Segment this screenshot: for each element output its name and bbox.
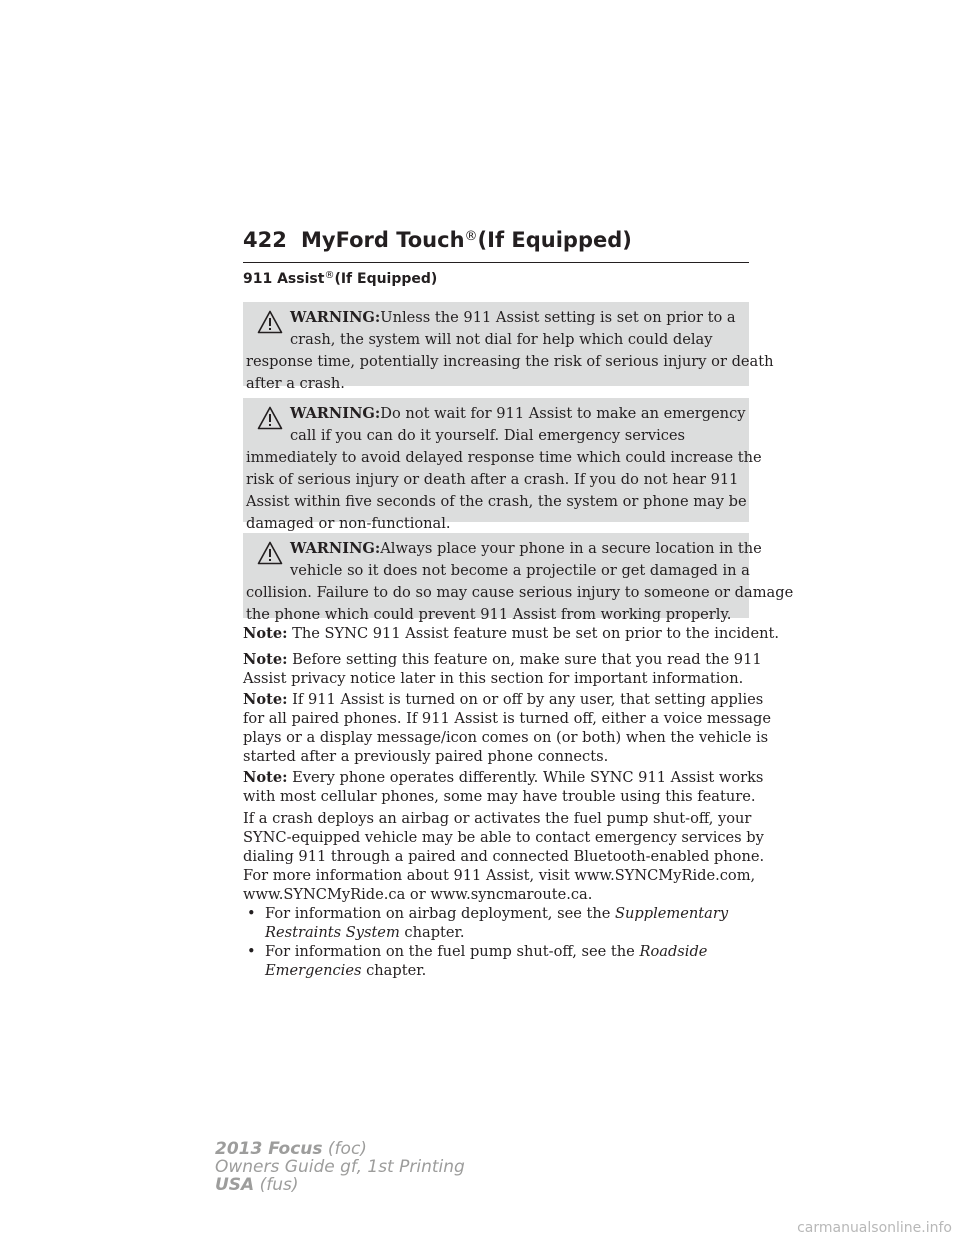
paragraph-line: www.SYNCMyRide.ca or www.syncmaroute.ca.	[243, 886, 593, 903]
section-title-suffix: (If Equipped)	[334, 271, 438, 287]
note-line: with most cellular phones, some may have trouble using this feature.	[243, 788, 756, 805]
note-line: Assist privacy notice later in this section for important information.	[243, 670, 744, 687]
body-paragraph	[243, 809, 765, 980]
bullet-item	[243, 942, 749, 980]
footer-line: USA (fus)	[215, 1175, 299, 1195]
chapter-reference: Emergencies	[265, 962, 362, 979]
warning-triangle-icon	[257, 310, 283, 334]
note-line: Note: Before setting this feature on, make sure that you read the 911	[243, 651, 762, 668]
warning-line: Assist within five seconds of the crash, the system or phone may be	[246, 493, 747, 510]
note-line: Note: The SYNC 911 Assist feature must be set on prior to the incident.	[243, 625, 779, 642]
document-footer	[215, 1140, 465, 1194]
warning-box	[243, 398, 762, 532]
footer-line: 2013 Focus (foc)	[215, 1139, 367, 1159]
warning-label: WARNING:	[290, 540, 381, 557]
paragraph-line: If a crash deploys an airbag or activates the fuel pump shut-off, your	[243, 810, 752, 827]
warning-line: risk of serious injury or death after a crash. If you do not hear 911	[246, 471, 739, 488]
note-label: Note:	[243, 769, 288, 786]
chapter-reference: Supplementary	[615, 905, 729, 922]
note-label: Note:	[243, 691, 288, 708]
bullet-text: Emergencies chapter.	[265, 962, 427, 979]
page-number: 422	[243, 228, 287, 252]
page-header	[243, 226, 749, 263]
note-label: Note:	[243, 651, 288, 668]
warning-line: collision. Failure to do so may cause serious injury to someone or damage	[246, 584, 794, 601]
note-paragraph	[243, 768, 764, 806]
chapter-reference: Restraints System	[265, 924, 400, 941]
warning-line: vehicle so it does not become a projectile or get damaged in a	[290, 562, 750, 579]
note-line: Note: If 911 Assist is turned on or off by any user, that setting applies	[243, 691, 764, 708]
warning-triangle-icon	[257, 541, 283, 565]
warning-line: crash, the system will not dial for help which could delay	[290, 331, 713, 348]
note-paragraph	[243, 650, 762, 688]
bullet-symbol: •	[247, 943, 256, 960]
note-line: for all paired phones. If 911 Assist is turned off, either a voice message	[243, 710, 771, 727]
section-title-main: 911 Assist	[243, 271, 325, 287]
chapter-title	[301, 228, 632, 252]
warning-line: after a crash.	[246, 375, 345, 392]
warning-line: WARNING:Do not wait for 911 Assist to make an emergency	[290, 405, 746, 422]
warning-line: call if you can do it yourself. Dial emergency services	[290, 427, 686, 444]
note-paragraph	[243, 690, 771, 766]
section-registered-mark: ®	[324, 270, 335, 281]
paragraph-line: For more information about 911 Assist, visit www.SYNCMyRide.com,	[243, 867, 756, 884]
warning-line: WARNING:Unless the 911 Assist setting is set on prior to a	[290, 309, 736, 326]
registered-mark: ®	[464, 229, 478, 244]
warning-label: WARNING:	[290, 309, 381, 326]
bullet-item	[243, 904, 749, 942]
chapter-reference: Roadside	[639, 943, 708, 960]
note-line: started after a previously paired phone connects.	[243, 748, 609, 765]
warning-triangle-icon	[257, 406, 283, 430]
note-paragraph	[243, 624, 779, 643]
note-line: plays or a display message/icon comes on (or both) when the vehicle is	[243, 729, 769, 746]
footer-line: Owners Guide gf, 1st Printing	[215, 1157, 465, 1177]
paragraph-line: SYNC-equipped vehicle may be able to contact emergency services by	[243, 829, 764, 846]
paragraph-line: dialing 911 through a paired and connected Bluetooth-enabled phone.	[243, 848, 765, 865]
section-title	[243, 270, 437, 287]
bullet-list	[243, 904, 749, 980]
warning-line: the phone which could prevent 911 Assist from working properly.	[246, 606, 732, 623]
chapter-title-main: MyFord Touch	[301, 228, 465, 252]
chapter-title-suffix: (If Equipped)	[477, 228, 632, 252]
warning-line: immediately to avoid delayed response time which could increase the	[246, 449, 762, 466]
warning-box	[243, 533, 794, 623]
bullet-text: For information on airbag deployment, see the Supplementary	[265, 905, 729, 922]
bullet-text: For information on the fuel pump shut-off, see the Roadside	[265, 943, 708, 960]
note-line: Note: Every phone operates differently. While SYNC 911 Assist works	[243, 769, 764, 786]
bullet-symbol: •	[247, 905, 256, 922]
warning-box	[243, 302, 774, 392]
note-label: Note:	[243, 625, 288, 642]
warning-line: response time, potentially increasing the risk of serious injury or death	[246, 353, 774, 370]
warning-line: damaged or non-functional.	[246, 515, 451, 532]
warning-line: WARNING:Always place your phone in a secure location in the	[290, 540, 762, 557]
warning-label: WARNING:	[290, 405, 381, 422]
bullet-text: Restraints System chapter.	[265, 924, 465, 941]
watermark: carmanualsonline.info	[797, 1220, 952, 1236]
